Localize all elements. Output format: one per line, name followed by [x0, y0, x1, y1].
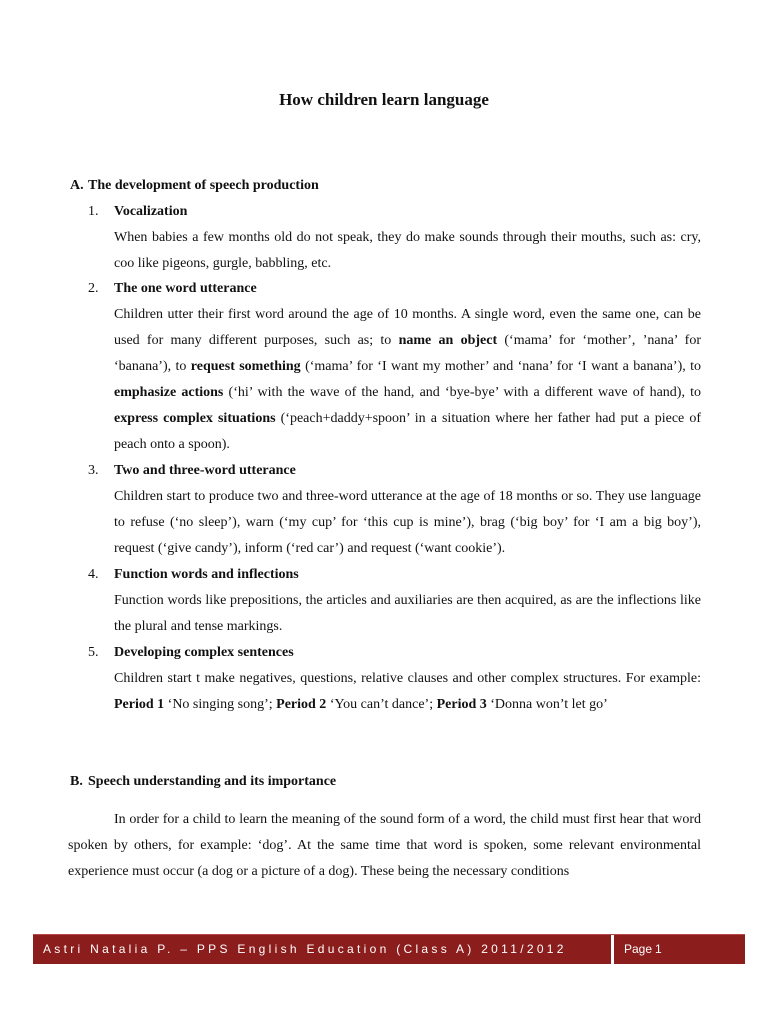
body-text-run: Children start t make negatives, questions, relative clauses and other complex structures. For example: [114, 671, 701, 686]
list-item-5-body [88, 666, 701, 718]
list-item-4-number: 4. [88, 567, 99, 582]
body-text-run: Function words like prepositions, the articles and auxiliaries are then acquired, as are the inflections like the plural and tense markings. [114, 593, 701, 634]
section-a-heading [70, 176, 319, 196]
list-item-4-heading [88, 562, 701, 588]
emphasized-phrase: Period 1 [114, 697, 165, 712]
body-text-run: (‘hi’ with the wave of the hand, and ‘bye-bye’ with a different wave of hand), to [223, 385, 701, 400]
list-item-4-label: Function words and inflections [114, 567, 299, 582]
body-text-run: (‘mama’ for ‘I want my mother’ and ‘nana’ for ‘I want a banana’), to [300, 359, 701, 374]
body-text-run: ‘You can’t dance’; [326, 697, 437, 712]
list-item-1-number: 1. [88, 204, 99, 219]
section-a-letter: A. [70, 178, 84, 193]
emphasized-phrase: Period 3 [436, 697, 487, 712]
body-text-run: Children start to produce two and three-word utterance at the age of 18 months or so. They use language to refuse (‘no sleep’), warn (‘my cup’ for ‘this cup is mine’), brag (‘big boy’ for ‘I am a big boy’), request (‘give candy’), inform (‘red car’) and request (‘want cookie’). [114, 489, 701, 556]
section-b-paragraph: In order for a child to learn the meaning of the sound form of a word, the child must first hear that word spoken by others, for example: ‘dog’. At the same time that word is spoken, some relevant environmental experience must occur (a dog or a picture of a dog). These being the necessary conditions [68, 812, 701, 879]
section-b-letter: B. [70, 774, 83, 789]
list-item-3-number: 3. [88, 463, 99, 478]
footer-page-indicator [611, 935, 741, 964]
list-item-2-heading [88, 276, 701, 302]
emphasized-phrase: name an object [398, 333, 498, 348]
list-item-3 [88, 458, 701, 562]
list-item-5-heading [88, 640, 701, 666]
list-item-4 [88, 562, 701, 640]
section-b-heading [70, 772, 336, 792]
list-item-4-body [88, 588, 701, 640]
body-text-run: (‘peach+daddy+spoon’ in a situation where her father had put a piece of peach onto a spoon). [114, 411, 701, 452]
list-item-1-heading [88, 199, 701, 225]
list-item-5 [88, 640, 701, 718]
list-item-2-number: 2. [88, 281, 99, 296]
footer-author-course: Astri Natalia P. – PPS English Education (Class A) 2011/2012 [43, 942, 567, 956]
list-item-3-body [88, 484, 701, 562]
body-text-run: Children utter their first word around the age of 10 months. A single word, even the same one, can be used for many different purposes, such as; to [114, 307, 701, 348]
section-b-title: Speech understanding and its importance [88, 774, 337, 789]
page-footer [33, 934, 745, 964]
body-text-run: ‘No singing song’; [164, 697, 277, 712]
list-item-3-label: Two and three-word utterance [114, 463, 296, 478]
emphasized-phrase: request something [190, 359, 301, 374]
list-item-2-label: The one word utterance [114, 281, 257, 296]
footer-page-number: 1 [655, 942, 662, 956]
list-item-5-label: Developing complex sentences [114, 645, 294, 660]
list-item-1-body [88, 225, 701, 277]
emphasized-phrase: Period 2 [276, 697, 327, 712]
body-text-run: When babies a few months old do not speak, they do make sounds through their mouths, such as: cry, coo like pigeons, gurgle, babbling, etc. [114, 230, 701, 271]
document-title: How children learn language [279, 90, 489, 109]
list-item-2-body [88, 302, 701, 458]
list-item-1-label: Vocalization [114, 204, 188, 219]
footer-page-label: Page [624, 942, 653, 956]
list-item-5-number: 5. [88, 645, 99, 660]
body-text-run: (‘mama’ for ‘mother’, ’nana’ for ‘banana’), to [114, 333, 701, 374]
list-item-1 [88, 199, 701, 277]
section-a-title: The development of speech production [88, 178, 319, 193]
emphasized-phrase: express complex situations [114, 411, 276, 426]
body-text-run: ‘Donna won’t let go’ [486, 697, 608, 712]
list-item-2 [88, 276, 701, 458]
emphasized-phrase: emphasize actions [114, 385, 224, 400]
list-item-3-heading [88, 458, 701, 484]
